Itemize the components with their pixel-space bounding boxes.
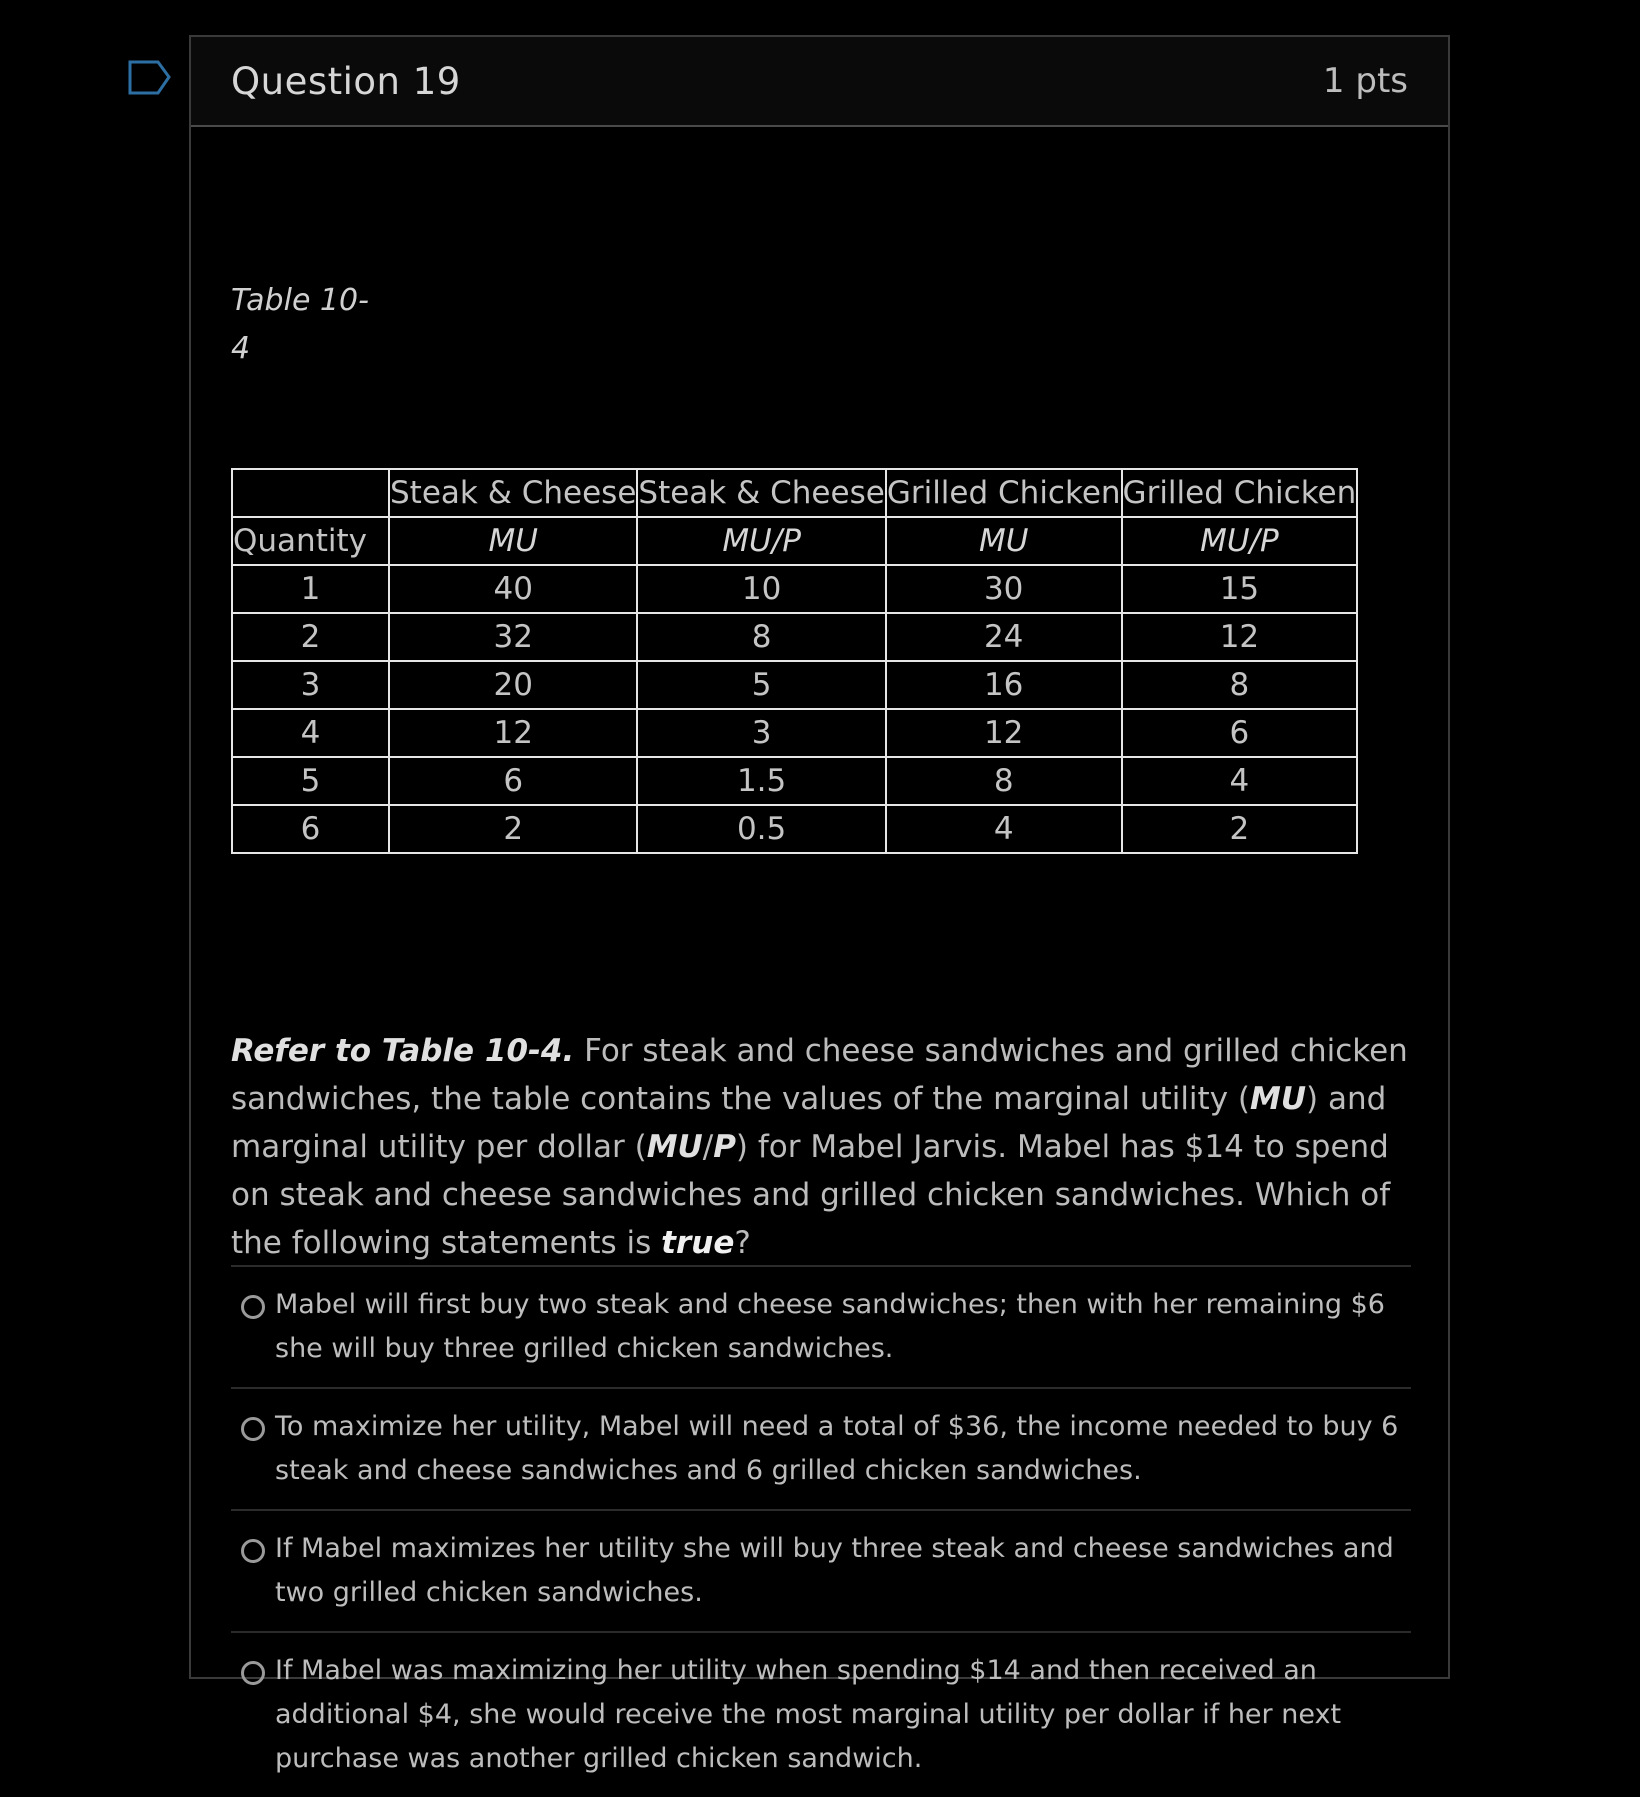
- radio-button[interactable]: [241, 1539, 265, 1563]
- table-subheader-cell: MU: [886, 517, 1122, 565]
- table-cell: 3: [637, 709, 885, 757]
- question-points: 1 pts: [1322, 61, 1408, 101]
- answer-option[interactable]: [231, 1631, 1411, 1797]
- table-cell: 10: [637, 565, 885, 613]
- table-header-cell: Grilled Chicken: [1122, 469, 1358, 517]
- answer-option[interactable]: [231, 1265, 1411, 1387]
- table-cell: 40: [389, 565, 637, 613]
- table-cell: 2: [389, 805, 637, 853]
- table-row: [232, 565, 1357, 613]
- question-prompt: [231, 1027, 1411, 1267]
- table-subheader-cell: Quantity: [232, 517, 389, 565]
- answer-list: [231, 1265, 1411, 1797]
- answer-label[interactable]: If Mabel maximizes her utility she will buy three steak and cheese sandwiches and two grilled chicken sandwiches.: [275, 1533, 1394, 1608]
- table-cell: 30: [886, 565, 1122, 613]
- prompt-p: P: [713, 1129, 736, 1165]
- table-cell: 4: [886, 805, 1122, 853]
- utility-table: [231, 468, 1358, 854]
- table-row: [232, 709, 1357, 757]
- table-cell: 4: [1122, 757, 1358, 805]
- radio-button[interactable]: [241, 1417, 265, 1441]
- table-header-cell: Steak & Cheese: [389, 469, 637, 517]
- table-subheader-row: [232, 517, 1357, 565]
- table-cell: 6: [389, 757, 637, 805]
- table-cell: 8: [886, 757, 1122, 805]
- table-cell: 6: [232, 805, 389, 853]
- prompt-mu-2: MU: [646, 1129, 703, 1165]
- table-cell: 32: [389, 613, 637, 661]
- question-title: Question 19: [231, 59, 461, 103]
- table-cell: 6: [1122, 709, 1358, 757]
- table-caption-line1: Table 10-: [231, 283, 369, 318]
- table-cell: 8: [637, 613, 885, 661]
- table-subheader-cell: MU/P: [1122, 517, 1358, 565]
- table-header-cell: Steak & Cheese: [637, 469, 885, 517]
- prompt-table-reference: Refer to Table 10-4.: [231, 1033, 575, 1069]
- table-cell: 12: [389, 709, 637, 757]
- table-cell: 1.5: [637, 757, 885, 805]
- radio-button[interactable]: [241, 1295, 265, 1319]
- table-cell: 15: [1122, 565, 1358, 613]
- table-header-row: [232, 469, 1357, 517]
- answer-option[interactable]: [231, 1387, 1411, 1509]
- table-cell: 12: [886, 709, 1122, 757]
- prompt-text-1: For steak and cheese sandwiches and grilled chicken sandwiches, the table contains the values of the marginal utility (: [231, 1033, 1408, 1117]
- table-caption: [231, 277, 371, 373]
- bookmark-flag-icon[interactable]: [128, 60, 172, 96]
- table-cell: 1: [232, 565, 389, 613]
- question-card: [189, 35, 1450, 1774]
- table-cell: 2: [232, 613, 389, 661]
- table-subheader-cell: MU: [389, 517, 637, 565]
- answer-label[interactable]: If Mabel was maximizing her utility when spending $14 and then received an additional $4, she would receive the most marginal utility per dollar if her next purchase was another grilled chicken sandwich.: [275, 1655, 1342, 1774]
- table-cell: 0.5: [637, 805, 885, 853]
- table-cell: 5: [637, 661, 885, 709]
- table-cell: 2: [1122, 805, 1358, 853]
- table-row: [232, 757, 1357, 805]
- table-row: [232, 613, 1357, 661]
- table-cell: 3: [232, 661, 389, 709]
- table-subheader-cell: MU/P: [637, 517, 885, 565]
- table-cell: 12: [1122, 613, 1358, 661]
- prompt-slash: /: [702, 1129, 714, 1165]
- table-cell: 24: [886, 613, 1122, 661]
- radio-button[interactable]: [241, 1661, 265, 1685]
- answer-label[interactable]: To maximize her utility, Mabel will need a total of $36, the income needed to buy 6 steak and cheese sandwiches and 6 grilled chicken sandwiches.: [275, 1411, 1399, 1486]
- prompt-true-word: true: [661, 1225, 735, 1261]
- table-cell: 5: [232, 757, 389, 805]
- answer-label[interactable]: Mabel will first buy two steak and cheese sandwiches; then with her remaining $6 she will buy three grilled chicken sandwiches.: [275, 1289, 1385, 1364]
- table-cell: 20: [389, 661, 637, 709]
- question-header: [191, 37, 1448, 127]
- prompt-text-3: ) for Mabel Jarvis. Mabel has $14 to spend on steak and cheese sandwiches and grilled chicken sandwiches. Which of the following statements is: [231, 1129, 1391, 1261]
- prompt-mu: MU: [1250, 1081, 1307, 1117]
- table-header-cell: [232, 469, 389, 517]
- prompt-end: ?: [734, 1225, 751, 1261]
- answer-option[interactable]: [231, 1509, 1411, 1631]
- table-caption-line2: 4: [231, 331, 251, 366]
- table-row: [232, 805, 1357, 853]
- table-cell: 4: [232, 709, 389, 757]
- prompt-text-2: ) and marginal utility per dollar (: [231, 1081, 1387, 1165]
- table-cell: 16: [886, 661, 1122, 709]
- table-header-cell: Grilled Chicken: [886, 469, 1122, 517]
- table-cell: 8: [1122, 661, 1358, 709]
- table-row: [232, 661, 1357, 709]
